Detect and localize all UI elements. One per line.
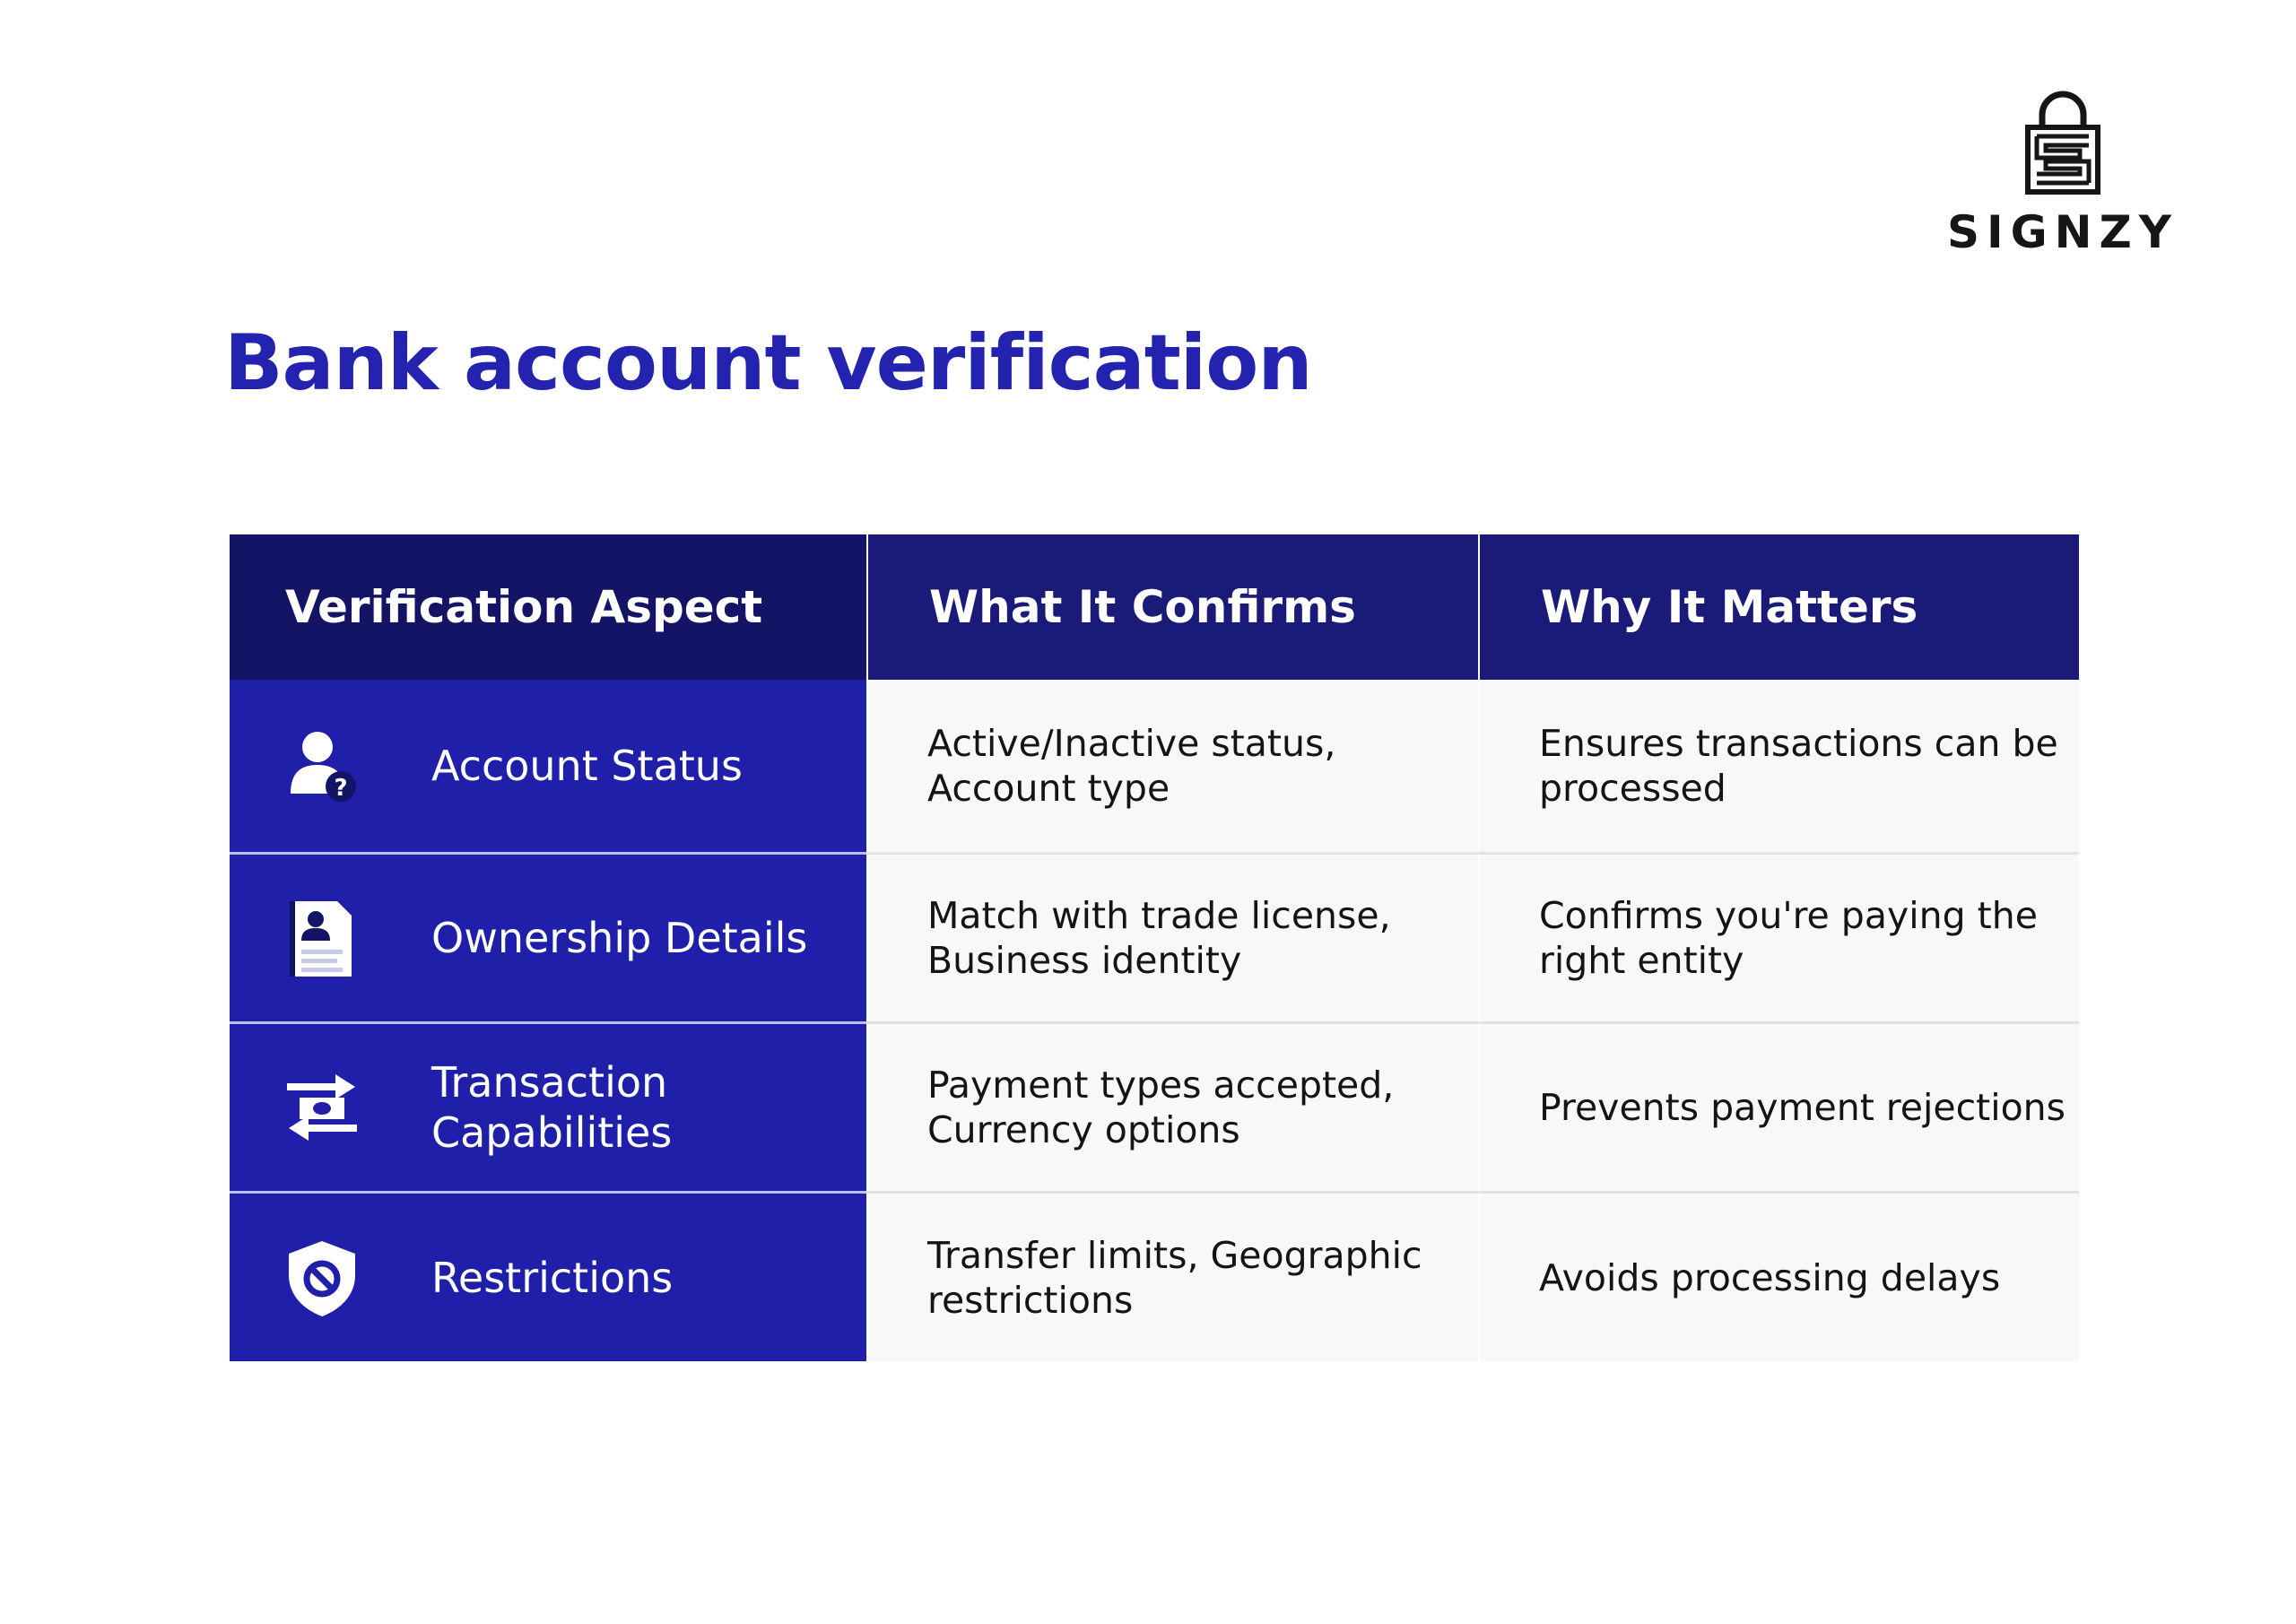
user-question-icon	[283, 727, 361, 804]
brand-wordmark: SIGNZY	[1947, 206, 2179, 258]
aspect-cell	[230, 855, 866, 1021]
table-row-transaction-capabilities	[230, 1024, 2079, 1191]
matters-cell: Confirms you're paying the right entity	[1480, 855, 2079, 1021]
aspect-label: Transaction Capabilities	[431, 1058, 673, 1157]
money-transfer-icon	[283, 1069, 361, 1146]
svg-text:?: ?	[334, 775, 348, 802]
id-document-icon	[283, 899, 361, 977]
table-row-restrictions	[230, 1194, 2079, 1361]
header-what-it-confirms: What It Confirms	[868, 534, 1478, 680]
table-row-ownership-details	[230, 855, 2079, 1021]
matters-cell: Ensures transactions can be processed	[1480, 680, 2079, 852]
verification-table	[230, 534, 2079, 1361]
matters-cell: Avoids processing delays	[1480, 1194, 2079, 1361]
table-row-account-status	[230, 680, 2079, 852]
confirms-cell: Payment types accepted, Currency options	[868, 1024, 1478, 1191]
confirms-cell: Transfer limits, Geographic restrictions	[868, 1194, 1478, 1361]
confirms-cell: Match with trade license, Business identity	[868, 855, 1478, 1021]
header-why-it-matters: Why It Matters	[1480, 534, 2079, 680]
matters-cell: Prevents payment rejections	[1480, 1024, 2079, 1191]
page-title: Bank account verification	[224, 318, 1312, 408]
aspect-cell	[230, 1024, 866, 1191]
padlock-logo-icon	[2022, 90, 2103, 195]
confirms-cell: Active/Inactive status, Account type	[868, 680, 1478, 852]
header-verification-aspect: Verification Aspect	[230, 534, 866, 680]
shield-block-icon	[283, 1239, 361, 1316]
aspect-cell	[230, 1194, 866, 1361]
aspect-cell	[230, 680, 866, 852]
aspect-label: Ownership Details	[431, 914, 808, 962]
signzy-logo	[1928, 90, 2197, 269]
aspect-label: Account Status	[431, 742, 743, 790]
aspect-label: Restrictions	[431, 1253, 674, 1302]
